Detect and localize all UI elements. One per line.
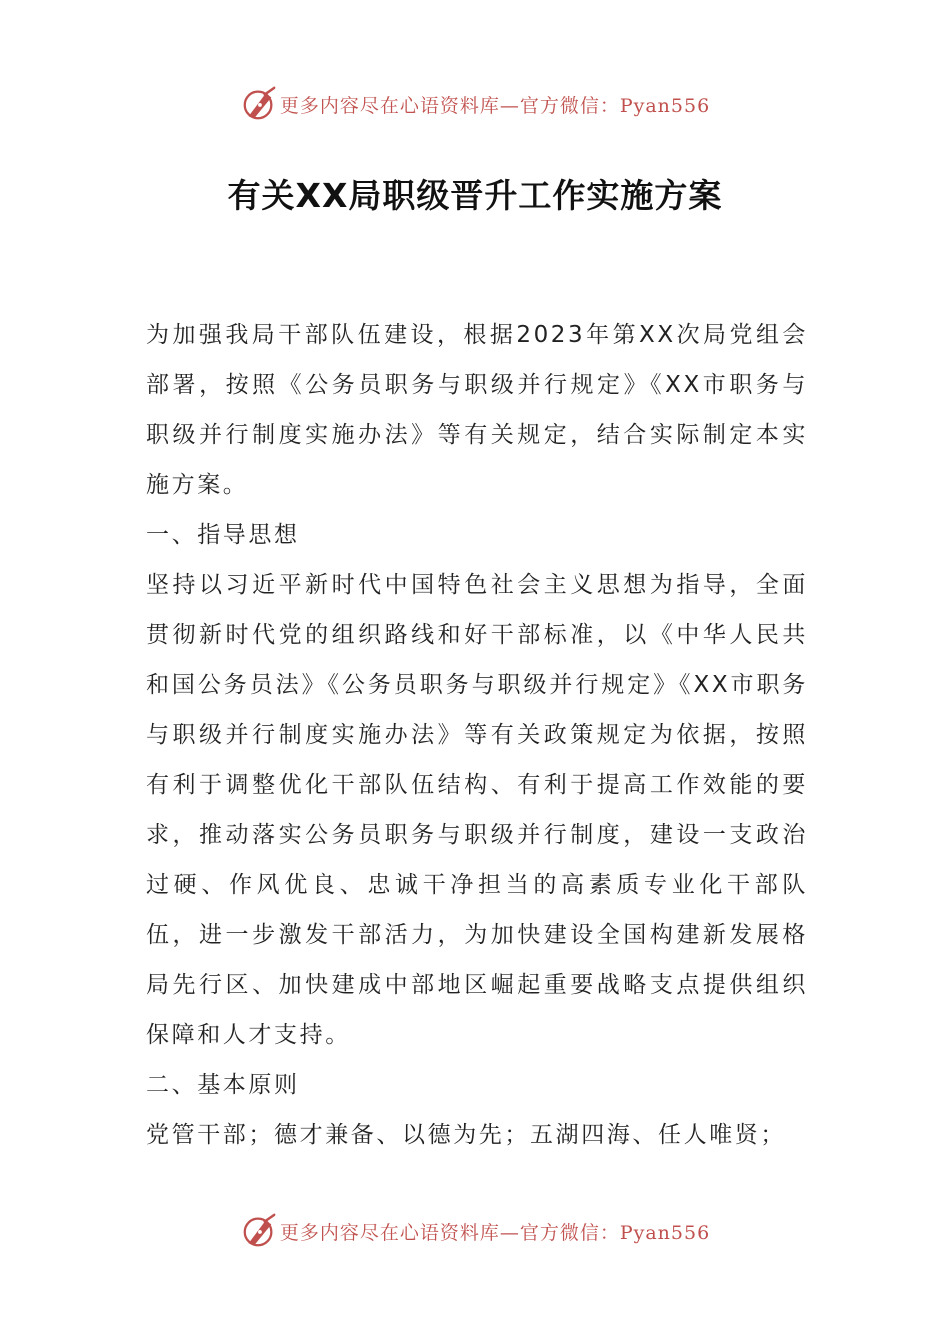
pen-nib-circle-icon bbox=[240, 85, 278, 123]
watermark-text: 更多内容尽在心语资料库—官方微信：Pyan556 bbox=[279, 1221, 711, 1244]
watermark-footer bbox=[0, 1211, 950, 1251]
guiding-ideology-paragraph: 坚持以习近平新时代中国特色社会主义思想为指导，全面贯彻新时代党的组织路线和好干部标准，以《中华人民共和国公务员法》《公务员职务与职级并行规定》《XX市职务与职级并行制度实施办法》等有关政策规定为依据，按照有利于调整优化干部队伍结构、有利于提高工作效能的要求，推动落实公务员职务与职级并行制度，建设一支政治过硬、作风优良、忠诚干净担当的高素质专业化干部队伍，进一步激发干部活力，为加快建设全国构建新发展格局先行区、加快建成中部地区崛起重要战略支点提供组织保障和人才支持。 bbox=[146, 572, 808, 1048]
document-body bbox=[146, 310, 808, 1160]
section-heading-guiding-ideology: 一、指导思想 bbox=[146, 522, 300, 548]
intro-paragraph: 为加强我局干部队伍建设，根据2023年第XX次局党组会部署，按照《公务员职务与职级并行规定》《XX市职务与职级并行制度实施办法》等有关规定，结合实际制定本实施方案。 bbox=[146, 322, 808, 498]
watermark-header bbox=[0, 84, 950, 124]
watermark-text: 更多内容尽在心语资料库—官方微信：Pyan556 bbox=[279, 94, 711, 117]
pen-nib-circle-icon bbox=[240, 1212, 278, 1250]
basic-principles-paragraph: 党管干部；德才兼备、以德为先；五湖四海、任人唯贤； bbox=[146, 1122, 786, 1148]
section-heading-basic-principles: 二、基本原则 bbox=[146, 1072, 300, 1098]
document-title: 有关XX局职级晋升工作实施方案 bbox=[227, 176, 723, 215]
